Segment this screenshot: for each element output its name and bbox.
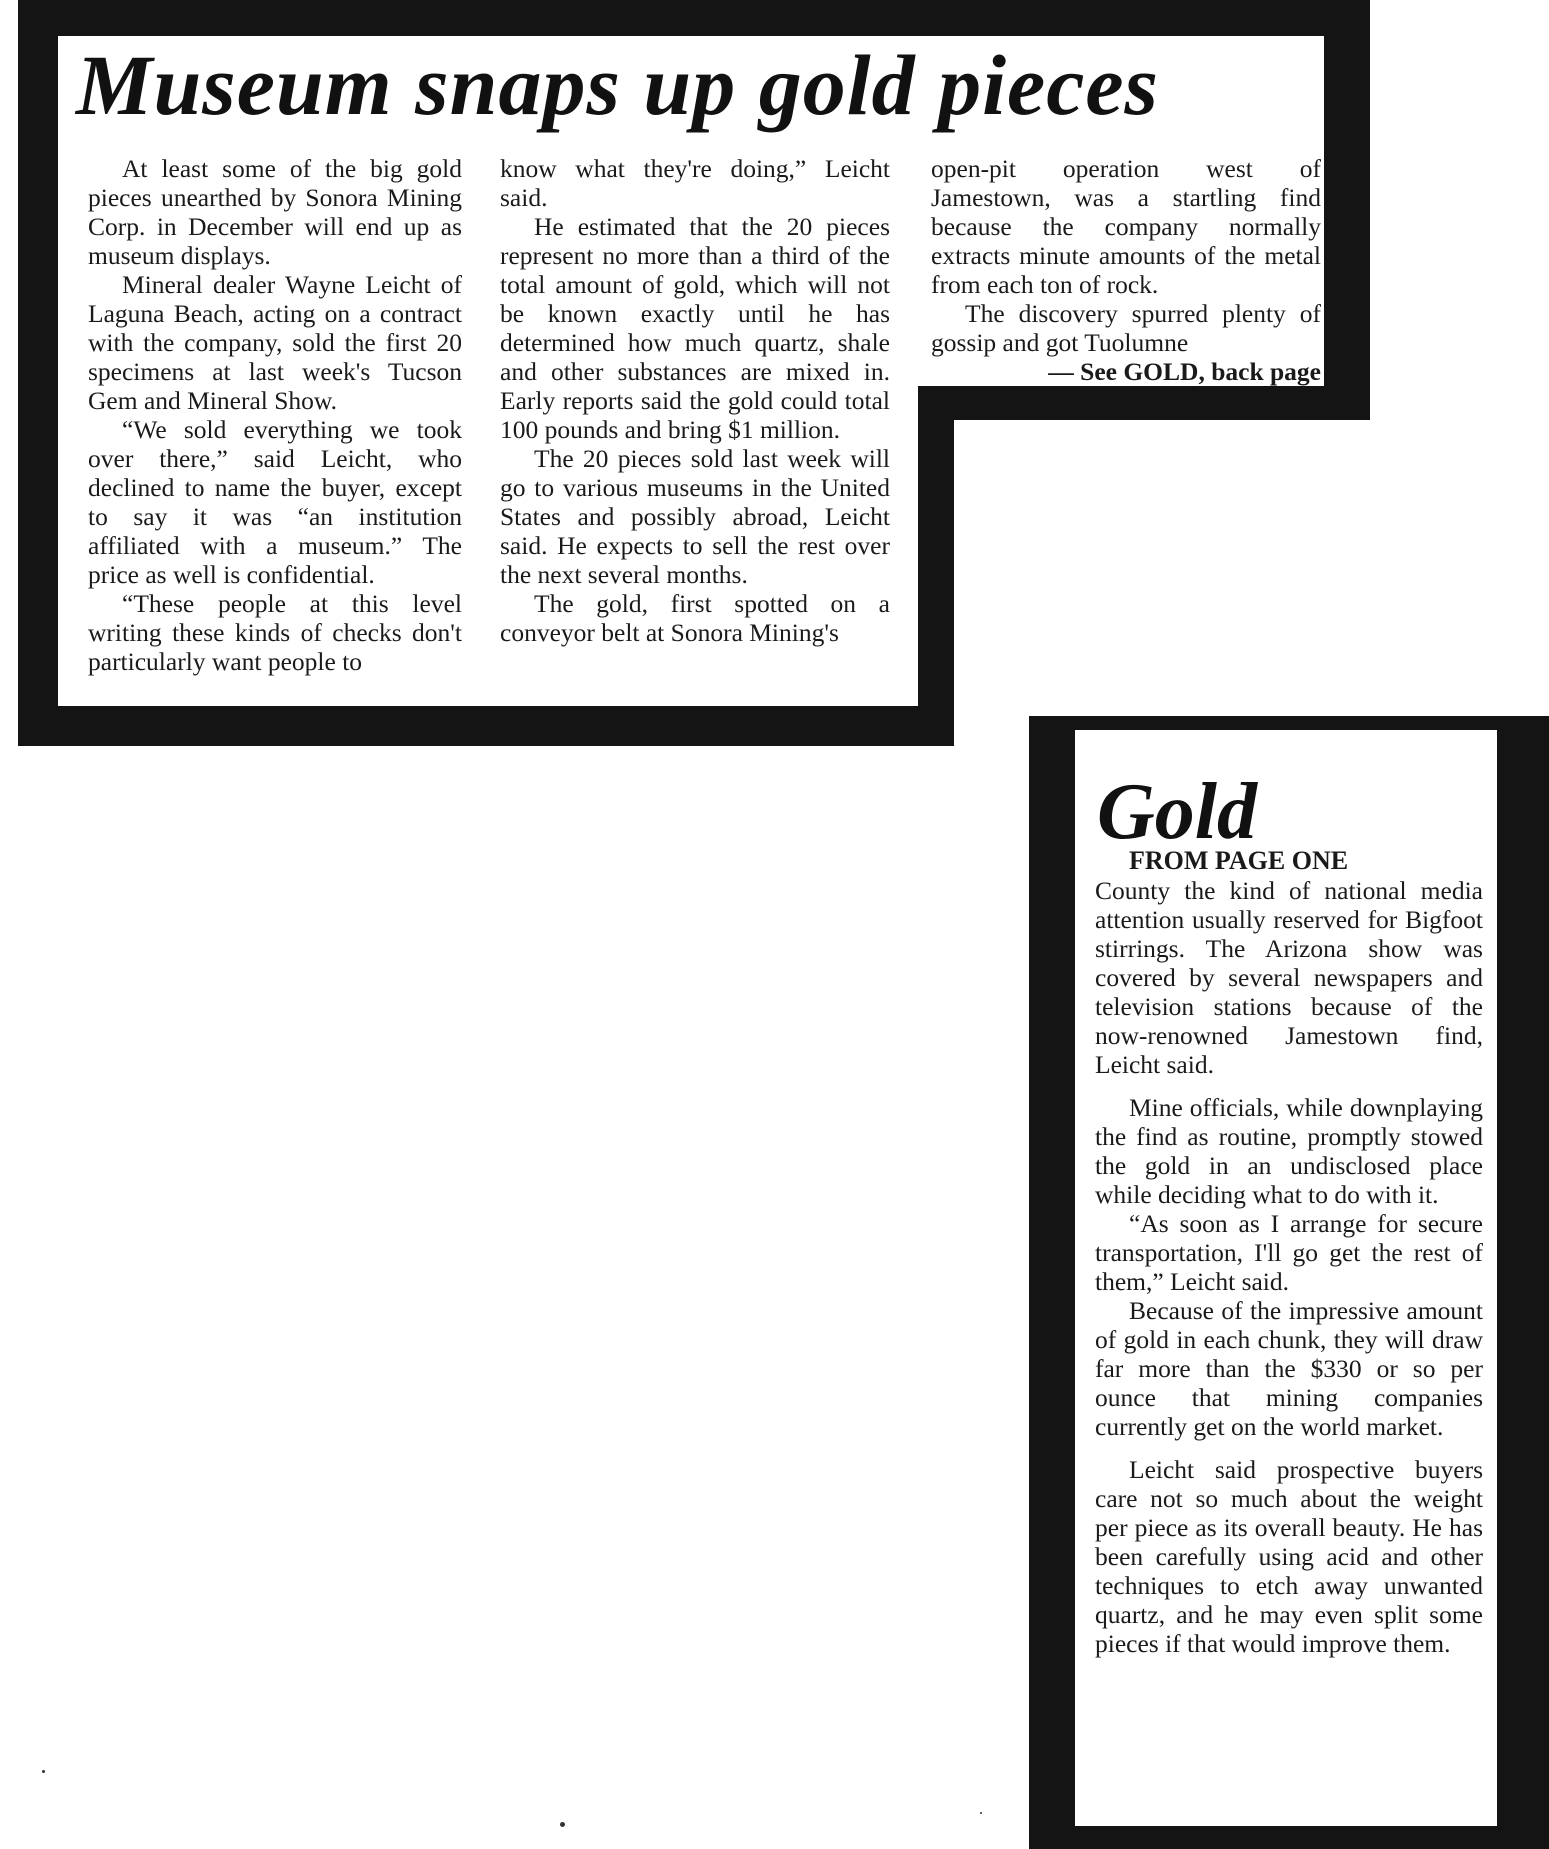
continuation-title: Gold <box>1097 768 1257 856</box>
paragraph: “As soon as I arrange for secure transportation, I'll go get the rest of them,” Leicht said. <box>1095 1209 1483 1296</box>
article-headline: Museum snaps up gold pieces <box>76 37 1160 133</box>
continuation-column <box>1095 846 1483 1658</box>
paragraph: “We sold everything we took over there,” said Leicht, who declined to name the buyer, except to say it was “an institution affiliated with a museum.” The price as well is confidential. <box>88 415 462 589</box>
article-column-1 <box>88 154 462 676</box>
article-column-3 <box>931 154 1321 386</box>
paragraph: At least some of the big gold pieces unearthed by Sonora Mining Corp. in December will end up as museum displays. <box>88 154 462 270</box>
paragraph: Mine officials, while downplaying the find as routine, promptly stowed the gold in an undisclosed place while deciding what to do with it. <box>1095 1093 1483 1209</box>
paragraph: know what they're doing,” Leicht said. <box>500 154 890 212</box>
paragraph: Leicht said prospective buyers care not so much about the weight per piece as its overall beauty. He has been carefully using acid and other techniques to etch away unwanted quartz, and he may even split some pieces if that would improve them. <box>1095 1455 1483 1658</box>
paragraph: County the kind of national media attention usually reserved for Bigfoot stirrings. The Arizona show was covered by several newspapers and television stations because of the now-renowned Jamestown find, Leicht said. <box>1095 876 1483 1079</box>
paragraph: The 20 pieces sold last week will go to various museums in the United States and possibly abroad, Leicht said. He expects to sell the rest over the next several months. <box>500 444 890 589</box>
paragraph: The gold, first spotted on a conveyor belt at Sonora Mining's <box>500 589 890 647</box>
scan-speck <box>560 1822 565 1827</box>
paragraph: The discovery spurred plenty of gossip and got Tuolumne <box>931 299 1321 357</box>
jump-line: — See GOLD, back page <box>1048 357 1321 386</box>
paragraph: “These people at this level writing these kinds of checks don't particularly want people to <box>88 589 462 676</box>
scan-speck <box>42 1770 45 1773</box>
from-page-label: FROM PAGE ONE <box>1129 846 1349 875</box>
paragraph: open-pit operation west of Jamestown, was a startling find because the company normally extracts minute amounts of the metal from each ton of rock. <box>931 154 1321 299</box>
paragraph: He estimated that the 20 pieces represent no more than a third of the total amount of gold, which will not be known exactly until he has determined how much quartz, shale and other substances are mixed in. Early reports said the gold could total 100 pounds and bring $1 million. <box>500 212 890 444</box>
paragraph: Mineral dealer Wayne Leicht of Laguna Beach, acting on a contract with the company, sold the first 20 specimens at last week's Tucson Gem and Mineral Show. <box>88 270 462 415</box>
paragraph: Because of the impressive amount of gold in each chunk, they will draw far more than the $330 or so per ounce that mining companies currently get on the world market. <box>1095 1296 1483 1441</box>
scan-speck <box>980 1812 982 1814</box>
article-column-2 <box>500 154 890 647</box>
